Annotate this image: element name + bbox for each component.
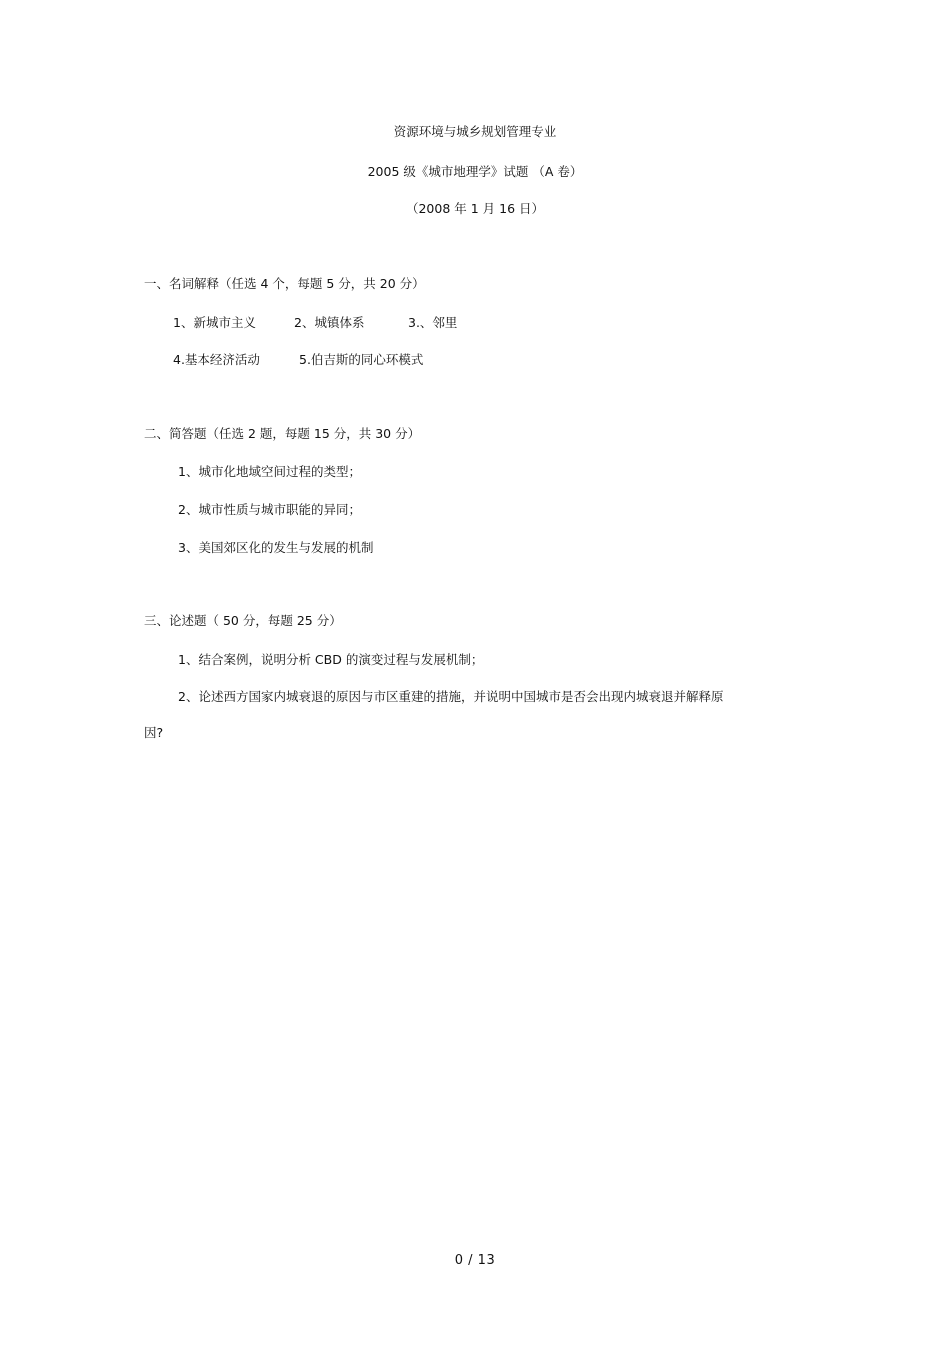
section-3-title: 三、论述题（ 50 分，每题 25 分） — [144, 613, 342, 628]
page-indicator: 0 / 13 — [454, 1253, 496, 1268]
exam-date: （2008 年 1 月 16 日） — [405, 201, 545, 216]
section-2-item-2: 2、城市性质与城市职能的异同； — [178, 502, 361, 517]
section-1-title: 一、名词解释（任选 4 个，每题 5 分，共 20 分） — [144, 276, 425, 291]
document-subtitle-major: 资源环境与城乡规划管理专业 — [393, 124, 557, 139]
section-3-item-1: 1、结合案例，说明分析 CBD 的演变过程与发展机制； — [178, 652, 484, 667]
section-2-item-1: 1、城市化地域空间过程的类型； — [178, 464, 361, 479]
section-3-item-2-continuation: 因? — [144, 725, 164, 740]
section-1-item-3: 3.、邻里 — [408, 315, 458, 330]
section-1-item-2: 2、城镇体系 — [294, 315, 365, 330]
section-1-item-1: 1、新城市主义 — [173, 315, 256, 330]
document-title: 2005 级《城市地理学》试题 （A 卷） — [367, 164, 583, 179]
section-3-item-2: 2、论述西方国家内城衰退的原因与市区重建的措施，并说明中国城市是否会出现内城衰退并解释原 — [178, 689, 724, 704]
section-1-item-5: 5.伯吉斯的同心环模式 — [299, 352, 424, 367]
section-1-item-4: 4.基本经济活动 — [173, 352, 260, 367]
section-2-item-3: 3、美国郊区化的发生与发展的机制 — [178, 540, 374, 555]
section-2-title: 二、简答题（任选 2 题，每题 15 分，共 30 分） — [144, 426, 421, 441]
